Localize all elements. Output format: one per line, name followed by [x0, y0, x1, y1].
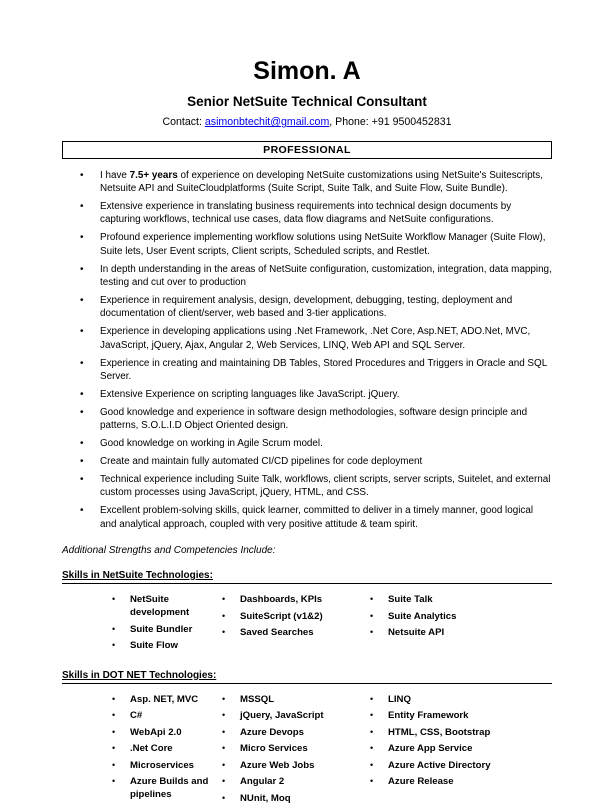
contact-line	[62, 116, 552, 129]
professional-bullet-text: Good knowledge on working in Agile Scrum model.	[100, 438, 323, 450]
dotnet-skill-item	[370, 759, 530, 772]
professional-bullet-item	[62, 325, 552, 352]
netsuite-skills-heading	[62, 570, 552, 584]
bullet-icon: •	[222, 610, 226, 621]
bullet-icon: •	[112, 743, 116, 754]
dotnet-skill-label: Angular 2	[240, 776, 285, 788]
netsuite-skill-item	[222, 626, 370, 639]
bullet-icon: •	[112, 776, 116, 787]
bullet-icon: •	[222, 693, 226, 704]
dotnet-skills-heading	[62, 670, 552, 684]
dotnet-skill-item	[222, 775, 370, 788]
netsuite-skill-column	[370, 593, 530, 656]
dotnet-skill-label: Microservices	[130, 759, 194, 771]
professional-bullet-text: Extensive Experience on scripting languages like JavaScript. jQuery.	[100, 388, 400, 400]
professional-bullet-text: Good knowledge and experience in software design methodologies, software design principle and patterns, S.O.L.I.D Object Oriented design.	[100, 406, 528, 432]
section-header-professional: PROFESSIONAL	[62, 141, 552, 159]
bullet-icon: •	[80, 294, 84, 306]
bullet-icon: •	[370, 594, 374, 605]
email-link[interactable]: asimonbtechit@gmail.com	[204, 116, 330, 129]
contact-phone-label: , Phone: +91 9500452831	[329, 116, 452, 129]
dotnet-skill-label: Azure Release	[388, 776, 454, 788]
dotnet-skill-item	[370, 742, 530, 755]
professional-bullet-text: Experience in requirement analysis, design, development, debugging, testing, deployment and documentation of client/server, web based and 3-tier applications.	[100, 294, 513, 320]
dotnet-skill-label: Micro Services	[240, 743, 308, 755]
netsuite-skill-label: Netsuite API	[388, 627, 445, 639]
netsuite-skill-item	[222, 593, 370, 606]
candidate-title: Senior NetSuite Technical Consultant	[187, 93, 427, 109]
bullet-icon: •	[370, 610, 374, 621]
dotnet-skill-item	[370, 693, 530, 706]
bullet-icon: •	[112, 726, 116, 737]
dotnet-skill-label: Azure Active Directory	[388, 759, 491, 771]
dotnet-skill-item	[370, 775, 530, 788]
dotnet-skill-item	[112, 709, 222, 722]
dotnet-skill-label: Azure App Service	[388, 743, 473, 755]
netsuite-skill-label: Suite Talk	[388, 594, 433, 606]
dotnet-skills-heading-text: Skills in DOT NET Technologies:	[62, 669, 217, 681]
dotnet-skill-label: Azure Devops	[240, 726, 304, 738]
professional-bullet-text: Excellent problem-solving skills, quick learner, committed to deliver in a timely manner, good logical and analytical approach, coupled with very positive attitude & team spirit.	[100, 505, 534, 530]
bullet-icon: •	[112, 623, 116, 634]
contact-prefix-label: Contact:	[162, 116, 205, 129]
dotnet-skill-label: HTML, CSS, Bootstrap	[388, 726, 491, 738]
bullet-icon: •	[80, 406, 84, 418]
bullet-icon: •	[222, 776, 226, 787]
dotnet-skill-item	[222, 792, 370, 805]
dotnet-skill-column	[222, 693, 370, 808]
bullet-icon: •	[370, 693, 374, 704]
dotnet-skill-label: Asp. NET, MVC	[130, 693, 199, 705]
professional-bullet-text: Experience in developing applications using .Net Framework, .Net Core, Asp.NET, ADO.Net, MVC, JavaScript, jQuery, Ajax, Angular 2, Web Services, LINQ, Web API and SQL Server.	[100, 326, 531, 351]
dotnet-skill-item	[112, 759, 222, 772]
bullet-icon: •	[80, 201, 84, 213]
professional-bullet-text: Experience in creating and maintaining DB Tables, Stored Procedures and Triggers in Oracle and SQL Server.	[100, 357, 547, 382]
bullet-icon: •	[80, 232, 84, 244]
professional-bullet-item	[62, 406, 552, 433]
professional-bullet-item	[62, 473, 552, 500]
bullet-icon: •	[222, 710, 226, 721]
bullet-icon: •	[80, 388, 84, 400]
bullet-icon: •	[370, 726, 374, 737]
dotnet-skill-label: LINQ	[388, 693, 411, 705]
dotnet-skill-item	[112, 726, 222, 739]
dotnet-skill-column	[62, 693, 222, 808]
dotnet-skill-item	[222, 693, 370, 706]
netsuite-skills-heading-text: Skills in NetSuite Technologies:	[62, 570, 213, 582]
netsuite-skill-column	[62, 593, 222, 656]
dotnet-skill-item	[112, 742, 222, 755]
professional-bullet-item	[62, 231, 552, 258]
bullet-icon: •	[370, 743, 374, 754]
netsuite-skill-item	[370, 626, 530, 639]
dotnet-skill-item	[112, 775, 222, 801]
professional-bullet-text: Create and maintain fully automated CI/CD pipelines for code deployment	[100, 456, 423, 468]
dotnet-skill-label: Entity Framework	[388, 710, 469, 722]
netsuite-skill-label: Dashboards, KPIs	[240, 594, 323, 606]
dotnet-skill-label: C#	[130, 710, 143, 722]
netsuite-skill-label: NetSuite development	[130, 594, 190, 619]
netsuite-skill-item	[112, 593, 222, 619]
professional-bullet-text: Extensive experience in translating business requirements into technical design documents by capturing workflows, technical use cases, data flow diagrams and NetSuite configurations.	[100, 201, 512, 226]
dotnet-skill-label: jQuery, JavaScript	[240, 710, 324, 722]
bullet-icon: •	[222, 759, 226, 770]
netsuite-skill-label: Saved Searches	[240, 627, 314, 639]
netsuite-skill-label: SuiteScript (v1&2)	[240, 610, 323, 622]
bullet-icon: •	[80, 169, 84, 181]
professional-bullet-item	[62, 169, 552, 196]
netsuite-skill-label: Suite Bundler	[130, 623, 193, 635]
professional-bullet-item	[62, 294, 552, 321]
dotnet-skill-item	[222, 742, 370, 755]
professional-bullet-text: In depth understanding in the areas of NetSuite configuration, customization, integration, data mapping, testing and cut over to production	[100, 263, 552, 289]
professional-bullet-text: I have 7.5+ years of experience on developing NetSuite customizations using NetSuite's Suitescripts, Netsuite API and SuiteCloudplatforms (Suite Script, Suite Talk, and Suite Flow, Suite Bundle).	[100, 169, 543, 195]
bullet-icon: •	[222, 743, 226, 754]
netsuite-skills-columns	[62, 593, 552, 656]
bullet-icon: •	[370, 776, 374, 787]
candidate-name: Simon. A	[253, 57, 361, 85]
bullet-icon: •	[222, 726, 226, 737]
bullet-icon: •	[370, 710, 374, 721]
bullet-icon: •	[112, 594, 116, 605]
dotnet-skill-label: MSSQL	[240, 693, 275, 705]
bullet-icon: •	[112, 710, 116, 721]
resume-content	[62, 0, 552, 808]
dotnet-skill-item	[222, 726, 370, 739]
netsuite-skill-item	[370, 610, 530, 623]
professional-bullet-text: Technical experience including Suite Talk, workflows, client scripts, server scripts, Suitelet, and external custom processes using JavaScript, jQuery, HTML, and CSS.	[100, 473, 551, 499]
netsuite-skill-item	[370, 593, 530, 606]
netsuite-skill-column	[222, 593, 370, 656]
netsuite-skill-label: Suite Analytics	[388, 610, 457, 622]
bullet-icon: •	[370, 627, 374, 638]
bullet-icon: •	[222, 627, 226, 638]
dotnet-skill-item	[222, 759, 370, 772]
professional-bullet-item	[62, 504, 552, 531]
dotnet-skill-item	[112, 693, 222, 706]
bullet-icon: •	[80, 357, 84, 369]
professional-bullet-item	[62, 357, 552, 384]
professional-bullet-item	[62, 455, 552, 468]
professional-bullet-list	[62, 169, 552, 531]
bullet-icon: •	[112, 759, 116, 770]
dotnet-skill-item	[222, 709, 370, 722]
dotnet-skill-label: Azure Web Jobs	[240, 759, 315, 771]
dotnet-skills-columns	[62, 693, 552, 808]
netsuite-skill-item	[112, 623, 222, 636]
professional-bullet-item	[62, 263, 552, 290]
professional-bullet-item	[62, 437, 552, 450]
dotnet-skill-label: .Net Core	[130, 743, 173, 755]
dotnet-skill-column	[370, 693, 530, 808]
bullet-icon: •	[80, 505, 84, 517]
bullet-icon: •	[80, 456, 84, 468]
dotnet-skill-label: NUnit, Moq	[240, 792, 291, 804]
netsuite-skill-item	[112, 639, 222, 652]
bullet-icon: •	[80, 473, 84, 485]
professional-bullet-item	[62, 200, 552, 227]
dotnet-skill-label: WebApi 2.0	[130, 726, 182, 738]
professional-bullet-item	[62, 388, 552, 401]
bullet-icon: •	[370, 759, 374, 770]
netsuite-skill-item	[222, 610, 370, 623]
additional-strengths-label: Additional Strengths and Competencies Include:	[62, 545, 276, 557]
bullet-icon: •	[112, 640, 116, 651]
bullet-icon: •	[80, 438, 84, 450]
bullet-icon: •	[80, 263, 84, 275]
bullet-icon: •	[222, 792, 226, 803]
bullet-icon: •	[112, 693, 116, 704]
bullet-icon: •	[80, 326, 84, 338]
dotnet-skill-item	[370, 709, 530, 722]
bullet-icon: •	[222, 594, 226, 605]
dotnet-skill-label: Azure Builds and pipelines	[130, 776, 209, 801]
netsuite-skill-label: Suite Flow	[130, 640, 178, 652]
dotnet-skill-item	[370, 726, 530, 739]
professional-bullet-text: Profound experience implementing workflow solutions using NetSuite Workflow Manager (Suite Flow), Suite lets, User Event scripts, Client scripts, Scheduled scripts, and Restlet.	[100, 232, 546, 257]
